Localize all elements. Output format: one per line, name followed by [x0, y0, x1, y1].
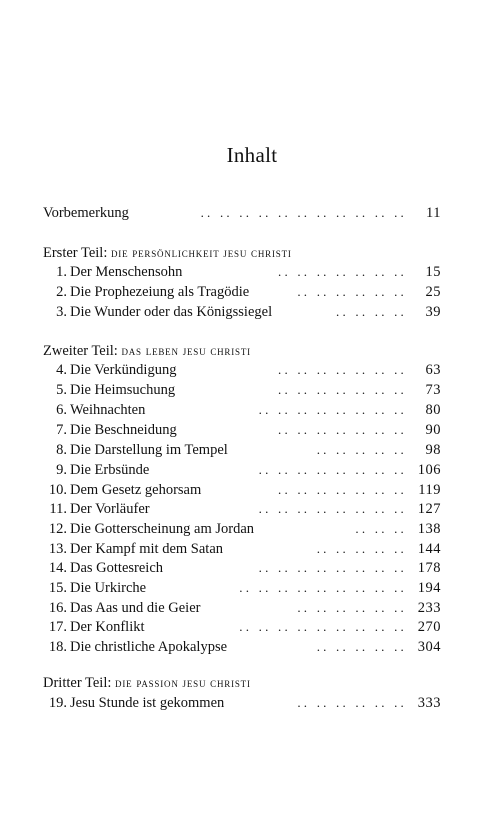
toc-entry[interactable]	[43, 519, 441, 539]
entry-title: Die Wunder oder das Königssiegel	[70, 304, 273, 320]
entry-page-number: 63	[425, 362, 441, 378]
entry-title: Die Urkirche	[70, 580, 147, 596]
chapter-number: 13.	[48, 541, 67, 557]
part-label: Zweiter Teil:	[43, 343, 118, 359]
entry-page-number: 25	[425, 284, 441, 300]
toc-entry[interactable]	[43, 360, 441, 380]
entry-page-number: 73	[425, 382, 441, 398]
leader-dots: .. .. .. .. ..	[316, 639, 407, 654]
entry-title: Die christliche Apokalypse	[70, 639, 228, 655]
leader-dots: .. .. .. .. .. .. ..	[278, 382, 407, 397]
chapter-number: 15.	[48, 580, 67, 596]
entry-title: Die Darstellung im Tempel	[70, 442, 228, 458]
leader-dots: .. .. .. .. .. .. ..	[278, 264, 407, 279]
entry-title: Die Beschneidung	[70, 422, 177, 438]
part-heading	[43, 341, 463, 361]
leader-dots: .. .. .. .. ..	[316, 541, 407, 556]
chapter-number: 18.	[48, 639, 67, 655]
entry-page-number: 15	[425, 264, 441, 280]
toc-entry[interactable]	[43, 262, 441, 282]
entry-title: Der Konflikt	[70, 619, 145, 635]
entry-page-number: 127	[417, 501, 441, 517]
part-subtitle: die persönlichkeit jesu christi	[110, 246, 292, 260]
entry-page-number: 106	[417, 462, 441, 478]
leader-dots: .. .. .. .. .. ..	[297, 600, 407, 615]
chapter-number: 2.	[56, 284, 67, 300]
leader-dots: .. .. .. .. .. .. .. .. ..	[239, 580, 407, 595]
toc-entry[interactable]	[43, 282, 441, 302]
entry-title: Die Erbsünde	[70, 462, 150, 478]
entry-page-number: 98	[425, 442, 441, 458]
entry-title: Das Aas und die Geier	[70, 600, 201, 616]
entry-page-number: 333	[417, 695, 441, 711]
leader-dots: .. .. .. .. .. .. .. ..	[258, 560, 407, 575]
leader-dots: .. .. ..	[355, 521, 407, 536]
entry-title: Der Vorläufer	[70, 501, 150, 517]
chapter-number: 8.	[56, 442, 67, 458]
part-heading	[43, 673, 463, 693]
chapter-number: 16.	[48, 600, 67, 616]
toc-entry[interactable]	[43, 578, 441, 598]
leader-dots: .. .. .. .. .. .. .. ..	[258, 462, 407, 477]
toc-entry[interactable]	[43, 380, 441, 400]
toc-entry[interactable]	[43, 302, 441, 322]
entry-page-number: 178	[417, 560, 441, 576]
leader-dots: .. .. .. .. .. .. .. .. .. .. ..	[200, 205, 407, 220]
chapter-number: 9.	[56, 462, 67, 478]
entry-page-number: 119	[418, 482, 441, 498]
toc-entry[interactable]	[43, 558, 441, 578]
part-subtitle: das leben jesu christi	[121, 344, 251, 358]
entry-title: Die Gotterscheinung am Jordan	[70, 521, 255, 537]
entry-title: Das Gottesreich	[70, 560, 164, 576]
toc-entry[interactable]	[43, 499, 441, 519]
toc-entry[interactable]	[43, 460, 441, 480]
entry-page-number: 270	[417, 619, 441, 635]
entry-title: Vorbemerkung	[43, 205, 129, 221]
toc-entry[interactable]	[43, 400, 441, 420]
entry-page-number: 194	[417, 580, 441, 596]
part-heading	[43, 243, 463, 263]
leader-dots: .. .. .. .. .. .. ..	[278, 422, 407, 437]
chapter-number: 14.	[48, 560, 67, 576]
chapter-number: 11.	[49, 501, 67, 517]
part-subtitle: die passion jesu christi	[115, 676, 251, 690]
chapter-number: 3.	[56, 304, 67, 320]
leader-dots: .. .. .. .. ..	[316, 442, 407, 457]
entry-page-number: 90	[425, 422, 441, 438]
entry-page-number: 304	[417, 639, 441, 655]
page-title: Inhalt	[226, 143, 278, 167]
entry-page-number: 39	[425, 304, 441, 320]
entry-title: Jesu Stunde ist gekommen	[70, 695, 225, 711]
entry-title: Dem Gesetz gehorsam	[70, 482, 202, 498]
chapter-number: 10.	[48, 482, 67, 498]
chapter-number: 4.	[56, 362, 67, 378]
chapter-number: 17.	[48, 619, 67, 635]
toc-entry-vorbemerkung[interactable]	[43, 203, 441, 223]
entry-title: Die Heimsuchung	[70, 382, 176, 398]
leader-dots: .. .. .. .. .. .. ..	[278, 362, 407, 377]
entry-title: Der Kampf mit dem Satan	[70, 541, 224, 557]
entry-page-number: 144	[417, 541, 441, 557]
chapter-number: 6.	[56, 402, 67, 418]
part-label: Dritter Teil:	[43, 675, 112, 691]
chapter-number: 19.	[48, 695, 67, 711]
toc-entry[interactable]	[43, 598, 441, 618]
entry-title: Der Menschensohn	[70, 264, 183, 280]
toc-entry[interactable]	[43, 693, 441, 713]
toc-entry[interactable]	[43, 420, 441, 440]
entry-page-number: 11	[426, 205, 441, 221]
leader-dots: .. .. .. ..	[336, 304, 407, 319]
entry-page-number: 80	[425, 402, 441, 418]
chapter-number: 7.	[56, 422, 67, 438]
leader-dots: .. .. .. .. .. .. .. ..	[258, 402, 407, 417]
entry-title: Weihnachten	[70, 402, 146, 418]
entry-title: Die Prophezeiung als Tragödie	[70, 284, 250, 300]
toc-entry[interactable]	[43, 440, 441, 460]
toc-entry[interactable]	[43, 637, 441, 657]
leader-dots: .. .. .. .. .. .. .. .. ..	[239, 619, 407, 634]
toc-entry[interactable]	[43, 539, 441, 559]
part-label: Erster Teil:	[43, 245, 108, 261]
leader-dots: .. .. .. .. .. ..	[297, 695, 407, 710]
entry-page-number: 233	[417, 600, 441, 616]
leader-dots: .. .. .. .. .. .. ..	[278, 482, 407, 497]
toc-entry[interactable]	[43, 617, 441, 637]
entry-title: Die Verkündigung	[70, 362, 177, 378]
leader-dots: .. .. .. .. .. .. .. ..	[258, 501, 407, 516]
leader-dots: .. .. .. .. .. ..	[297, 284, 407, 299]
chapter-number: 12.	[48, 521, 67, 537]
entry-page-number: 138	[417, 521, 441, 537]
chapter-number: 5.	[56, 382, 67, 398]
toc-entry[interactable]	[43, 480, 441, 500]
chapter-number: 1.	[56, 264, 67, 280]
